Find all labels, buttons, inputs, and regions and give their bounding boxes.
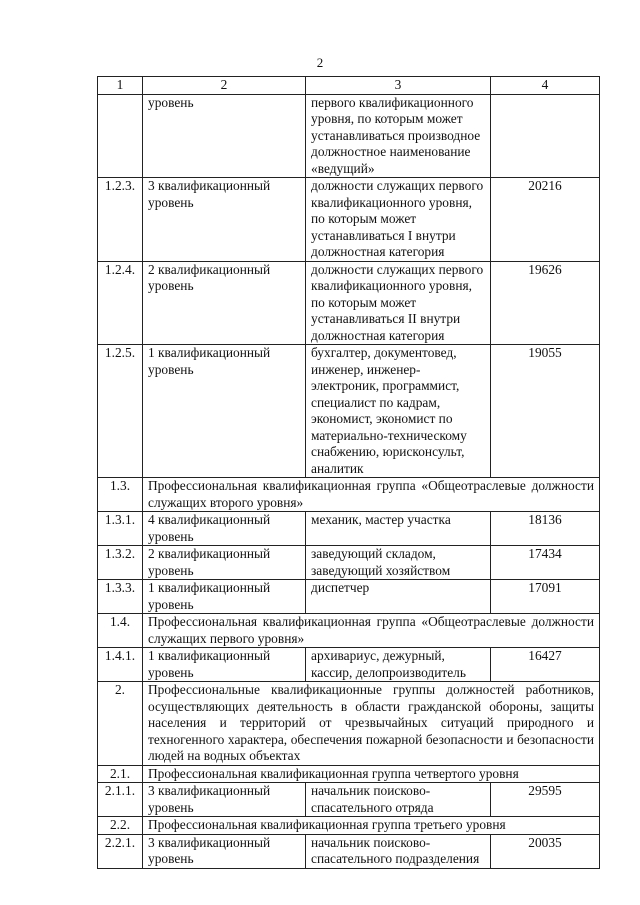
group-row [98,682,600,766]
table-row [98,178,600,262]
salary-value [491,94,600,178]
positions: диспетчер [306,580,491,614]
salary-value: 17091 [491,580,600,614]
salary-value: 19626 [491,261,600,345]
row-number: 2.2. [98,817,143,835]
positions: первого квалификационного уровня, по которым может устанавливаться производное должностное наименование «ведущий» [306,94,491,178]
group-row [98,817,600,835]
qualification-level: 2 квалификационный уровень [143,546,306,580]
positions: заведующий складом, заведующий хозяйством [306,546,491,580]
table-row [98,512,600,546]
qualification-level: 4 квалификационный уровень [143,512,306,546]
group-row [98,765,600,783]
qualification-level: 1 квалификационный уровень [143,580,306,614]
row-number: 1.4.1. [98,648,143,682]
header-cell-4: 4 [491,77,600,95]
positions: бухгалтер, документовед, инженер, инженер-электроник, программист, специалист по кадрам, экономист, экономист по материально-техническому снабжению, юрисконсульт, аналитик [306,345,491,478]
header-cell-2: 2 [143,77,306,95]
row-number: 2.2.1. [98,834,143,868]
salary-value: 16427 [491,648,600,682]
row-number: 2.1.1. [98,783,143,817]
qualification-level: 3 квалификационный уровень [143,178,306,262]
positions: должности служащих первого квалификационного уровня, по которым может устанавливаться I внутри должностная категория [306,178,491,262]
table-row [98,94,600,178]
row-number: 2. [98,682,143,766]
table-body [98,94,600,868]
salary-value: 18136 [491,512,600,546]
salary-value: 17434 [491,546,600,580]
row-number: 1.2.3. [98,178,143,262]
row-number: 1.2.5. [98,345,143,478]
qualification-level: 3 квалификационный уровень [143,783,306,817]
table-row [98,546,600,580]
qualification-level: 3 квалификационный уровень [143,834,306,868]
group-title: Профессиональная квалификационная группа «Общеотраслевые должности служащих второго уровня» [143,478,600,512]
group-title: Профессиональная квалификационная группа четвертого уровня [143,765,600,783]
group-row [98,614,600,648]
group-title: Профессиональная квалификационная группа «Общеотраслевые должности служащих первого уровня» [143,614,600,648]
table-header-row [98,77,600,95]
table-row [98,345,600,478]
qualification-level: уровень [143,94,306,178]
salary-value: 20035 [491,834,600,868]
positions: начальник поисково-спасательного подразделения [306,834,491,868]
salary-value: 19055 [491,345,600,478]
group-row [98,478,600,512]
positions: должности служащих первого квалификационного уровня, по которым может устанавливаться II внутри должностная категория [306,261,491,345]
row-number: 1.4. [98,614,143,648]
table-row [98,783,600,817]
header-cell-1: 1 [98,77,143,95]
positions: архивариус, дежурный, кассир, делопроизводитель [306,648,491,682]
row-number: 1.3.2. [98,546,143,580]
row-number: 1.2.4. [98,261,143,345]
row-number: 1.3.1. [98,512,143,546]
qualification-level: 1 квалификационный уровень [143,345,306,478]
table-row [98,648,600,682]
table-row [98,580,600,614]
positions: начальник поисково-спасательного отряда [306,783,491,817]
row-number [98,94,143,178]
salary-value: 20216 [491,178,600,262]
positions: механик, мастер участка [306,512,491,546]
header-cell-3: 3 [306,77,491,95]
qualification-level: 2 квалификационный уровень [143,261,306,345]
row-number: 1.3.3. [98,580,143,614]
row-number: 1.3. [98,478,143,512]
table-row [98,834,600,868]
group-title: Профессиональная квалификационная группа третьего уровня [143,817,600,835]
page-number: 2 [316,55,324,70]
salary-table [97,76,600,869]
table-row [98,261,600,345]
row-number: 2.1. [98,765,143,783]
salary-value: 29595 [491,783,600,817]
group-title: Профессиональные квалификационные группы должностей работников, осуществляющих деятельность в области гражданской обороны, защиты населения и территорий от чрезвычайных ситуаций природного и техногенного характера, обеспечения пожарной безопасности и безопасности людей на водных объектах [143,682,600,766]
qualification-level: 1 квалификационный уровень [143,648,306,682]
